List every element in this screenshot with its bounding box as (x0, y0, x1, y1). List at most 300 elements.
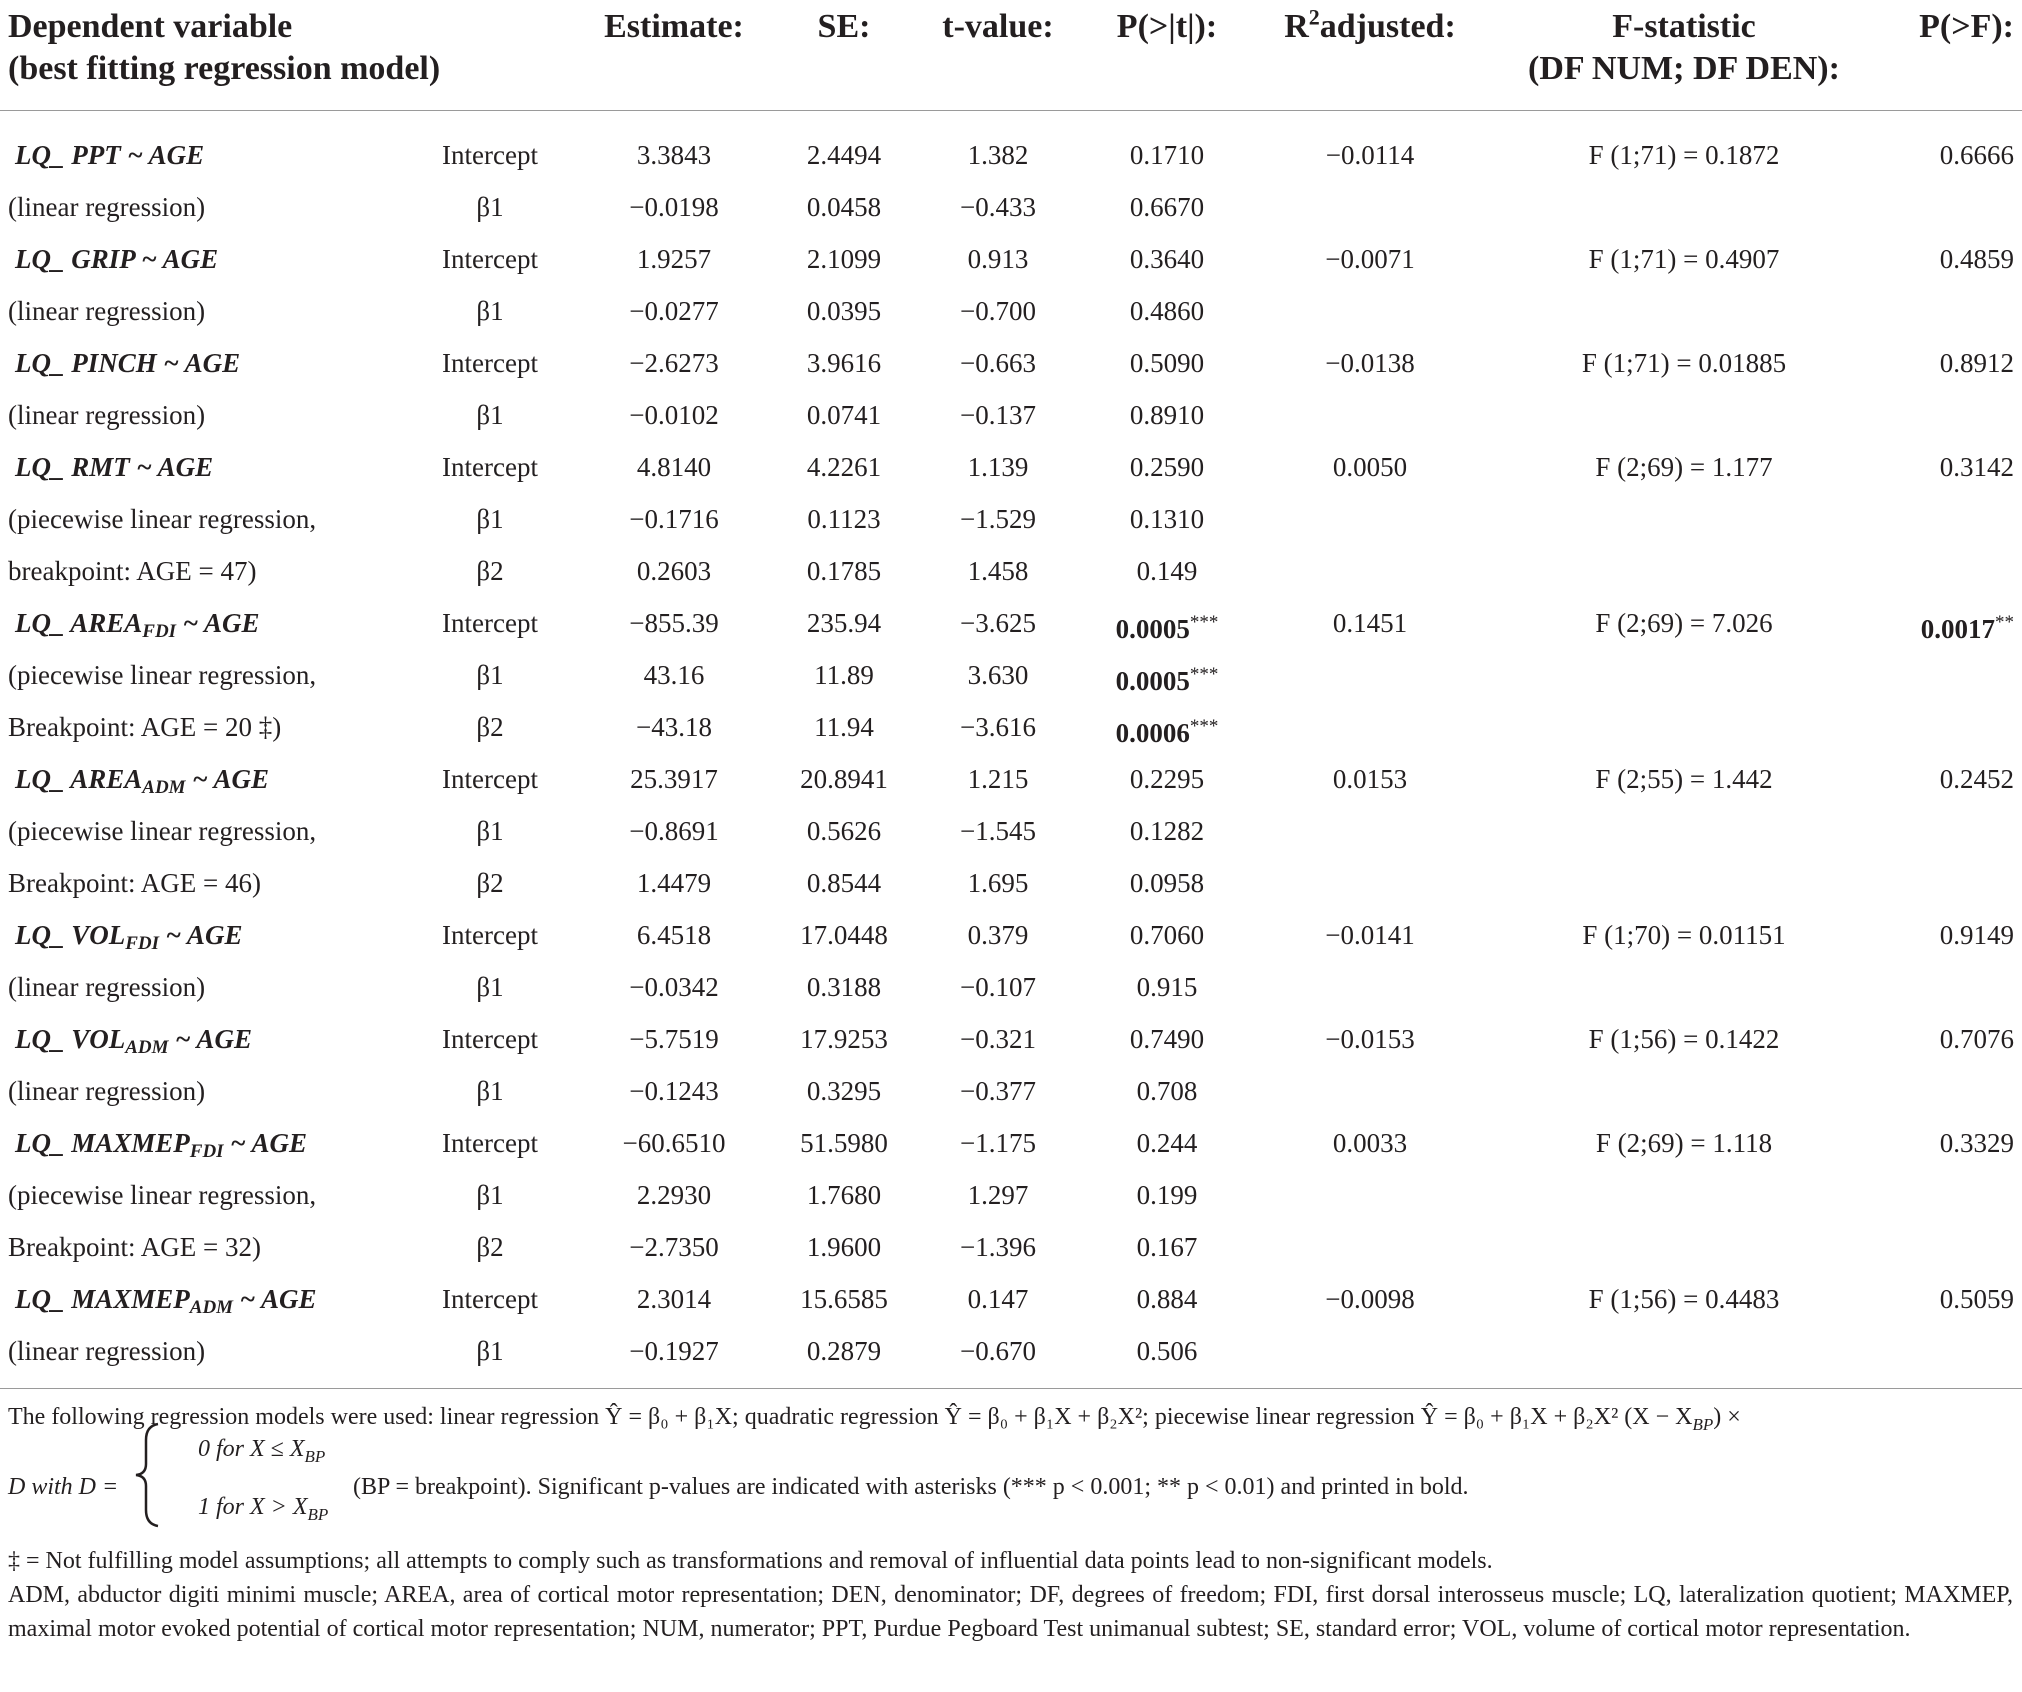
t-value-cell (968, 129, 1029, 181)
coefficient-cell (476, 961, 503, 1013)
table-row (0, 1065, 2022, 1117)
estimate-cell-value: −2.6273 (629, 348, 719, 378)
p-f-value: 0.8912 (1939, 348, 2014, 378)
f-statistic-cell (1582, 909, 1785, 961)
t-value-cell-value: −1.175 (960, 1128, 1036, 1158)
t-value-cell-value: −0.107 (960, 972, 1036, 1002)
r2-adjusted-cell-value: −0.0114 (1325, 140, 1415, 170)
se-cell-value: 51.5980 (800, 1128, 888, 1158)
se-cell-value: 15.6585 (800, 1284, 888, 1314)
coefficient-cell (476, 805, 503, 857)
coefficient-cell (442, 753, 538, 805)
header-dependent-line1: Dependent variable (8, 8, 293, 45)
f-statistic-cell (1582, 337, 1786, 389)
estimate-cell-value: −0.0277 (629, 296, 719, 326)
se-cell (807, 441, 881, 493)
dependent-variable-cell (15, 441, 213, 493)
r2-adjusted-cell-value: 0.0153 (1332, 764, 1408, 794)
header-f-line1: F-statistic (1612, 8, 1756, 45)
header-r2-superscript: 2 (1308, 4, 1320, 30)
f-statistic-cell (1589, 129, 1780, 181)
se-cell-value: 3.9616 (806, 348, 882, 378)
t-value-cell (968, 649, 1029, 701)
t-value-cell-value: 1.695 (967, 868, 1029, 898)
table-row (0, 337, 2022, 389)
t-value-cell-value: 0.379 (967, 920, 1029, 950)
dependent-variable-text: (linear regression) (8, 400, 206, 430)
r2-adjusted-cell-value: 0.1451 (1332, 608, 1408, 638)
dependent-variable-cell (8, 545, 256, 597)
coefficient-cell-value: β1 (476, 1336, 504, 1366)
dependent-variable-text: (piecewise linear regression, (8, 816, 317, 846)
t-value-cell-value: 1.297 (967, 1180, 1029, 1210)
se-cell (800, 753, 888, 805)
r2-adjusted-cell-value: −0.0141 (1325, 920, 1415, 950)
t-value-cell (968, 857, 1029, 909)
coefficient-cell-value: β1 (476, 972, 504, 1002)
r2-adjusted-cell-value: −0.0071 (1325, 244, 1415, 274)
estimate-cell (629, 1013, 718, 1065)
dependent-variable-text: LQ_ PPT ~ AGE (15, 140, 205, 170)
estimate-cell (644, 649, 705, 701)
se-cell (807, 337, 881, 389)
coefficient-cell (442, 337, 538, 389)
estimate-cell (629, 961, 718, 1013)
se-cell (814, 701, 874, 753)
table-row (0, 129, 2022, 181)
r2-adjusted-cell (1325, 909, 1414, 961)
p-t-cell-value: 0.6670 (1129, 192, 1205, 222)
p-t-cell-value: 0.167 (1136, 1232, 1198, 1262)
f-statistic-value: F (2;69) = 7.026 (1595, 608, 1773, 638)
dependent-variable-cell (8, 493, 316, 545)
se-cell-value: 1.9600 (806, 1232, 882, 1262)
note-case-0 (198, 1424, 328, 1482)
dependent-variable-text: (linear regression) (8, 192, 206, 222)
note-line1-tail: ) × (1713, 1404, 1741, 1430)
se-cell-value: 4.2261 (806, 452, 882, 482)
header-p-f: P(>F): (1919, 8, 2014, 45)
estimate-cell-value: 43.16 (643, 660, 705, 690)
estimate-cell-value: 0.2603 (636, 556, 712, 586)
f-statistic-value: F (1;71) = 0.4907 (1588, 244, 1780, 274)
coefficient-cell (442, 597, 538, 649)
f-statistic-value: F (1;56) = 0.1422 (1588, 1024, 1780, 1054)
t-value-cell (960, 337, 1036, 389)
se-cell-value: 2.1099 (806, 244, 882, 274)
p-t-cell-value: 0.7060 (1129, 920, 1205, 950)
se-cell-value: 20.8941 (800, 764, 888, 794)
coefficient-cell-value: β1 (476, 400, 504, 430)
r2-adjusted-cell-value: −0.0098 (1325, 1284, 1415, 1314)
estimate-cell-value: 3.3843 (636, 140, 712, 170)
coefficient-cell-value: Intercept (442, 348, 538, 378)
estimate-cell (637, 857, 711, 909)
estimate-cell-value: −0.1243 (629, 1076, 719, 1106)
table-row (0, 597, 2022, 649)
dependent-variable-text: (piecewise linear regression, (8, 1180, 317, 1210)
dependent-variable-cell (8, 1169, 316, 1221)
r2-adjusted-cell (1325, 1273, 1414, 1325)
header-r2-letter: R (1284, 8, 1309, 45)
footer-rule (0, 1388, 2022, 1389)
note-line1-sub: BP (1692, 1414, 1714, 1434)
t-value-cell-value: −1.529 (960, 504, 1036, 534)
t-value-cell (960, 1117, 1036, 1169)
p-t-cell (1137, 1065, 1198, 1117)
p-t-cell (1137, 1221, 1198, 1273)
coefficient-cell (442, 129, 538, 181)
estimate-cell-value: 2.2930 (636, 1180, 712, 1210)
header-f-line2: (DF NUM; DF DEN): (1528, 50, 1840, 87)
se-cell (807, 181, 881, 233)
estimate-cell-value: −0.8691 (629, 816, 719, 846)
coefficient-cell (476, 389, 503, 441)
estimate-cell-value: 25.3917 (630, 764, 718, 794)
coefficient-cell (476, 181, 503, 233)
dependent-variable-text: (linear regression) (8, 1076, 206, 1106)
t-value-cell-value: −3.616 (960, 712, 1036, 742)
p-t-cell (1130, 181, 1204, 233)
p-f-cell (1940, 753, 2014, 805)
p-t-cell (1116, 597, 1219, 655)
p-t-cell (1137, 1273, 1198, 1325)
dependent-variable-tail: ~ AGE (168, 1024, 252, 1054)
p-t-cell-value: 0.884 (1136, 1284, 1198, 1314)
p-f-value: 0.0017 (1920, 614, 1995, 644)
r2-adjusted-cell-value: −0.0138 (1325, 348, 1415, 378)
t-value-cell-value: −0.700 (960, 296, 1036, 326)
t-value-cell (960, 701, 1036, 753)
dependent-variable-tail: ~ AGE (233, 1284, 317, 1314)
p-f-cell (1921, 597, 2014, 655)
p-t-cell (1130, 337, 1204, 389)
f-statistic-value: F (1;71) = 0.01885 (1581, 348, 1787, 378)
estimate-cell (629, 337, 718, 389)
se-cell (807, 1221, 881, 1273)
se-cell (807, 1065, 881, 1117)
p-t-cell-value: 0.1282 (1129, 816, 1205, 846)
p-f-value: 0.4859 (1939, 244, 2014, 274)
f-statistic-cell (1595, 753, 1772, 805)
p-t-cell (1130, 857, 1204, 909)
note-line1-text: The following regression models were used: linear regression Ŷ = β₀ + β₁X; quadratic regression Ŷ = β₀ + β₁X + β₂X²; piecewise linear regression Ŷ = β₀ + β₁X + β₂X² (X − X (8, 1404, 1693, 1430)
coefficient-cell-value: β1 (476, 296, 504, 326)
dependent-variable-cell (8, 1325, 205, 1377)
p-t-cell (1137, 961, 1198, 1013)
se-cell-value: 0.3188 (806, 972, 882, 1002)
t-value-cell-value: 1.458 (967, 556, 1029, 586)
t-value-cell-value: 1.215 (967, 764, 1029, 794)
p-t-cell-value: 0.506 (1136, 1336, 1198, 1366)
t-value-cell (968, 233, 1029, 285)
se-cell (800, 909, 888, 961)
se-cell-value: 1.7680 (806, 1180, 882, 1210)
p-t-cell (1130, 493, 1204, 545)
coefficient-cell (476, 493, 503, 545)
header-dependent-variable (8, 6, 440, 90)
coefficient-cell-value: β2 (476, 1232, 504, 1262)
significance-stars: *** (1189, 716, 1219, 737)
estimate-cell-value: −60.6510 (622, 1128, 726, 1158)
table-row (0, 1117, 2022, 1169)
se-cell (807, 545, 881, 597)
coefficient-cell (442, 909, 538, 961)
table-row (0, 233, 2022, 285)
p-t-cell-value: 0.8910 (1129, 400, 1205, 430)
estimate-cell (637, 909, 711, 961)
dependent-variable-cell (15, 233, 218, 285)
t-value-cell (960, 1221, 1036, 1273)
f-statistic-cell (1596, 1117, 1772, 1169)
p-t-cell-value: 0.915 (1136, 972, 1198, 1002)
dependent-variable-text: LQ_ RMT ~ AGE (15, 452, 214, 482)
coefficient-cell (442, 1273, 538, 1325)
t-value-cell (968, 909, 1029, 961)
t-value-cell (960, 597, 1036, 649)
coefficient-cell-value: Intercept (442, 920, 538, 950)
dependent-variable-cell (8, 389, 205, 441)
header-t-value: t-value: (942, 8, 1054, 45)
p-f-cell (1940, 1013, 2014, 1065)
r2-adjusted-cell-value: −0.0153 (1325, 1024, 1415, 1054)
t-value-cell-value: −0.137 (960, 400, 1036, 430)
p-t-cell (1130, 1013, 1204, 1065)
t-value-cell-value: −0.670 (960, 1336, 1036, 1366)
f-statistic-value: F (2;69) = 1.177 (1595, 452, 1773, 482)
coefficient-cell-value: Intercept (442, 608, 538, 638)
dependent-variable-subscript: ADM (142, 777, 186, 798)
header-dependent-line2: (best fitting regression model) (8, 50, 441, 87)
r2-adjusted-cell (1333, 753, 1407, 805)
se-cell (807, 389, 881, 441)
p-t-cell-value: 0.149 (1136, 556, 1198, 586)
dependent-variable-text: LQ_ VOL (15, 920, 126, 950)
coefficient-cell (476, 1221, 503, 1273)
t-value-cell-value: 0.913 (967, 244, 1029, 274)
note-case-1 (198, 1482, 328, 1540)
note-abbreviations: ADM, abductor digiti minimi muscle; AREA, area of cortical motor representation; DEN, denominator; DF, degrees of freedom; FDI, first dorsal interosseus muscle; LQ, lateralization quotient; MAXMEP, maximal motor evoked potential of cortical motor representation; NUM, numerator; PPT, Purdue Pegboard Test unimanual subtest; SE, standard error; VOL, volume of cortical motor representation. (8, 1582, 2013, 1642)
p-f-value: 0.3142 (1939, 452, 2014, 482)
p-f-value: 0.9149 (1939, 920, 2014, 950)
p-t-cell-value: 0.708 (1136, 1076, 1198, 1106)
coefficient-cell-value: β2 (476, 712, 504, 742)
t-value-cell (960, 1325, 1036, 1377)
estimate-cell (629, 181, 718, 233)
t-value-cell (960, 389, 1036, 441)
dependent-variable-text: LQ_ VOL (15, 1024, 126, 1054)
t-value-cell-value: −0.321 (960, 1024, 1036, 1054)
dependent-variable-subscript: FDI (125, 933, 160, 954)
coefficient-cell-value: β1 (476, 816, 504, 846)
t-value-cell-value: −0.663 (960, 348, 1036, 378)
header-p-t: P(>|t|): (1116, 8, 1218, 45)
dependent-variable-subscript: ADM (125, 1037, 169, 1058)
estimate-cell-value: 4.8140 (636, 452, 712, 482)
dependent-variable-text: Breakpoint: AGE = 20 ‡) (8, 712, 282, 742)
se-cell-value: 17.9253 (800, 1024, 888, 1054)
estimate-cell (637, 441, 711, 493)
t-value-cell (968, 1273, 1029, 1325)
dependent-variable-text: (linear regression) (8, 972, 206, 1002)
coefficient-cell-value: β2 (476, 556, 504, 586)
p-t-cell (1130, 129, 1204, 181)
estimate-cell (629, 389, 718, 441)
estimate-cell (629, 493, 718, 545)
estimate-cell-value: −855.39 (629, 608, 719, 638)
p-t-cell (1130, 389, 1204, 441)
coefficient-cell-value: Intercept (442, 764, 538, 794)
p-f-value: 0.3329 (1939, 1128, 2014, 1158)
r2-adjusted-cell-value: 0.0050 (1332, 452, 1408, 482)
estimate-cell (637, 1273, 711, 1325)
table-row (0, 701, 2022, 753)
dependent-variable-subscript: FDI (189, 1141, 224, 1162)
dependent-variable-tail: ~ AGE (223, 1128, 307, 1158)
se-cell-value: 0.1785 (806, 556, 882, 586)
estimate-cell-value: 2.3014 (636, 1284, 712, 1314)
p-f-cell (1940, 233, 2014, 285)
f-statistic-cell (1589, 233, 1780, 285)
estimate-cell-value: −43.18 (636, 712, 712, 742)
se-cell-value: 0.3295 (806, 1076, 882, 1106)
p-t-cell-value: 0.1710 (1129, 140, 1205, 170)
estimate-cell (637, 545, 711, 597)
p-t-cell-value: 0.2295 (1129, 764, 1205, 794)
estimate-cell-value: −0.0342 (629, 972, 719, 1002)
coefficient-cell-value: β1 (476, 504, 504, 534)
f-statistic-value: F (1;71) = 0.1872 (1588, 140, 1780, 170)
estimate-cell (630, 753, 718, 805)
coefficient-cell (476, 649, 503, 701)
r2-adjusted-cell (1325, 233, 1414, 285)
estimate-cell (629, 1065, 718, 1117)
r2-adjusted-cell-value: 0.0033 (1332, 1128, 1408, 1158)
significance-stars: *** (1189, 664, 1219, 685)
table-row (0, 1325, 2022, 1377)
se-cell (807, 597, 881, 649)
table-row (0, 1013, 2022, 1065)
p-t-cell (1137, 1117, 1198, 1169)
estimate-cell-value: −2.7350 (629, 1232, 719, 1262)
r2-adjusted-cell (1325, 1013, 1414, 1065)
se-cell (800, 1013, 888, 1065)
f-statistic-value: F (2;69) = 1.118 (1595, 1128, 1773, 1158)
p-t-cell (1130, 909, 1204, 961)
coefficient-cell-value: β1 (476, 1076, 504, 1106)
p-t-cell (1130, 805, 1204, 857)
estimate-cell (629, 1325, 718, 1377)
estimate-cell-value: −0.0198 (629, 192, 719, 222)
estimate-cell (629, 805, 718, 857)
coefficient-cell (442, 1013, 538, 1065)
coefficient-cell-value: β1 (476, 1180, 504, 1210)
r2-adjusted-cell (1325, 337, 1414, 389)
f-statistic-cell (1589, 1273, 1780, 1325)
dependent-variable-cell (8, 961, 205, 1013)
p-t-cell-value: 0.7490 (1129, 1024, 1205, 1054)
t-value-cell (960, 1065, 1036, 1117)
se-cell (814, 649, 874, 701)
table-row (0, 545, 2022, 597)
dependent-variable-tail: ~ AGE (159, 920, 243, 950)
table-row (0, 181, 2022, 233)
f-statistic-cell (1595, 441, 1772, 493)
dependent-variable-subscript: FDI (142, 621, 177, 642)
dependent-variable-text: breakpoint: AGE = 47) (8, 556, 257, 586)
table-row (0, 1221, 2022, 1273)
note-d-with (8, 1470, 118, 1504)
dependent-variable-cell (15, 337, 240, 389)
table-row (0, 389, 2022, 441)
estimate-cell-value: −5.7519 (629, 1024, 719, 1054)
note-dagger: ‡ = Not fulfilling model assumptions; all attempts to comply such as transformations and removal of influential data points lead to non-significant models. (8, 1548, 1493, 1574)
p-t-cell-value: 0.5090 (1129, 348, 1205, 378)
header-r2-rest: adjusted: (1319, 8, 1456, 45)
dependent-variable-cell (15, 129, 204, 181)
t-value-cell-value: 1.139 (967, 452, 1029, 482)
coefficient-cell (476, 285, 503, 337)
p-f-cell (1940, 909, 2014, 961)
p-f-cell (1940, 441, 2014, 493)
note-breakpoint: (BP = breakpoint). Significant p-values are indicated with asterisks (*** p < 0.001; ** p < 0.01) and printed in bold. (353, 1474, 1469, 1500)
p-t-cell-value: 0.0006 (1115, 718, 1190, 748)
dependent-variable-cell (8, 1221, 261, 1273)
p-t-cell-value: 0.244 (1136, 1128, 1198, 1158)
f-statistic-value: F (2;55) = 1.442 (1595, 764, 1773, 794)
t-value-cell (968, 753, 1029, 805)
t-value-cell-value: −1.396 (960, 1232, 1036, 1262)
dependent-variable-tail: ~ AGE (176, 608, 260, 638)
coefficient-cell-value: Intercept (442, 140, 538, 170)
estimate-cell (636, 701, 712, 753)
dependent-variable-cell (8, 285, 205, 337)
dependent-variable-cell (8, 805, 316, 857)
p-t-cell (1130, 441, 1204, 493)
se-cell (807, 805, 881, 857)
estimate-cell-value: −0.1927 (629, 1336, 719, 1366)
f-statistic-cell (1589, 1013, 1780, 1065)
estimate-cell (629, 1221, 718, 1273)
dependent-variable-text: LQ_ MAXMEP (15, 1128, 190, 1158)
se-cell-value: 0.0741 (806, 400, 882, 430)
dependent-variable-text: LQ_ GRIP ~ AGE (15, 244, 219, 274)
estimate-cell (629, 285, 718, 337)
t-value-cell-value: −1.545 (960, 816, 1036, 846)
table-row (0, 441, 2022, 493)
se-cell (807, 961, 881, 1013)
se-cell-value: 0.0458 (806, 192, 882, 222)
coefficient-cell-value: Intercept (442, 452, 538, 482)
header-f-statistic (1528, 6, 1840, 90)
note-d-with-text: D with D = (8, 1474, 119, 1500)
t-value-cell (968, 1169, 1029, 1221)
coefficient-cell (476, 857, 503, 909)
se-cell-value: 0.0395 (806, 296, 882, 326)
header-estimate: Estimate: (604, 8, 744, 45)
t-value-cell (960, 285, 1036, 337)
p-f-cell (1940, 129, 2014, 181)
dependent-variable-cell (8, 181, 205, 233)
se-cell (807, 857, 881, 909)
se-cell (800, 1273, 888, 1325)
dependent-variable-cell (8, 1065, 205, 1117)
estimate-cell-value: 6.4518 (636, 920, 712, 950)
estimate-cell (623, 1117, 726, 1169)
table-row (0, 1273, 2022, 1325)
coefficient-cell-value: β2 (476, 868, 504, 898)
p-f-value: 0.6666 (1939, 140, 2014, 170)
